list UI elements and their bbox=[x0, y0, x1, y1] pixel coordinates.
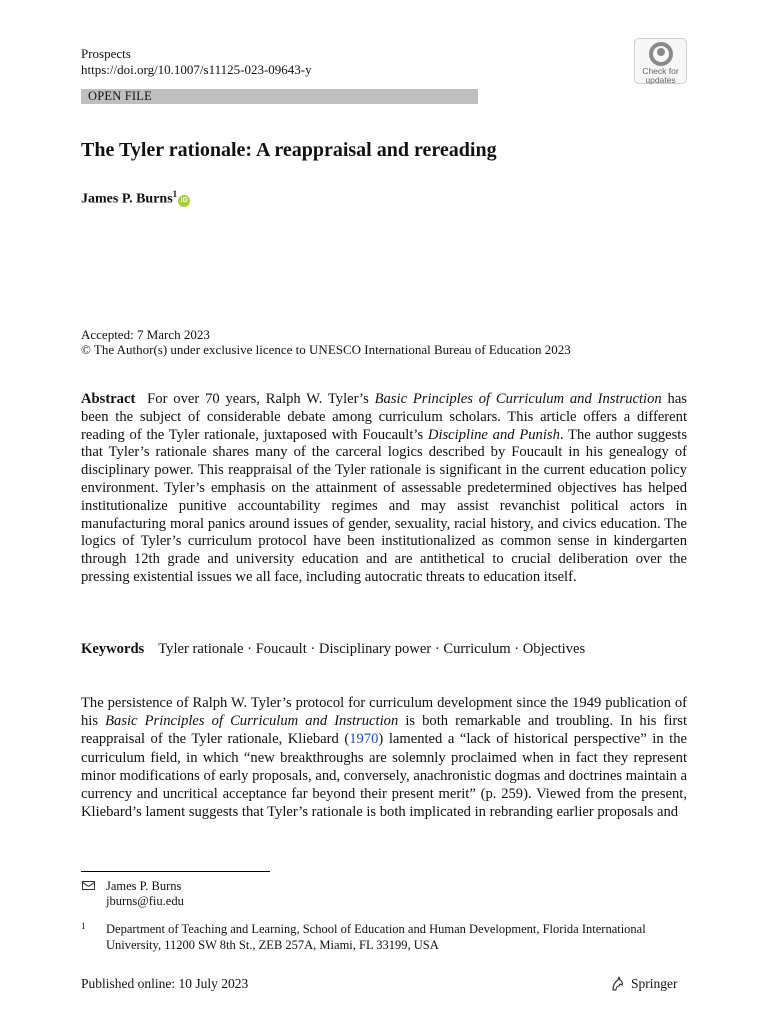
orcid-icon[interactable]: iD bbox=[178, 195, 190, 207]
abstract-text-2: has been the subject of considerable debate among curriculum scholars. This article offers a different reading of the Tyler rationale, juxtaposed with Foucault’s bbox=[81, 391, 687, 443]
author-affil-mark: 1 bbox=[172, 189, 178, 199]
abstract-italic-2: Discipline and Punish bbox=[427, 426, 560, 443]
author-line bbox=[81, 185, 190, 209]
citation-link[interactable]: 1970 bbox=[349, 731, 379, 748]
affiliation-mark: 1 bbox=[81, 921, 86, 931]
affiliation-text: Department of Teaching and Learning, School of Education and Human Development, Florida International University, 11200 SW 8th St., ZEB 257A, Miami, FL 33199, USA bbox=[106, 922, 646, 952]
doi-link[interactable]: https://doi.org/10.1007/s11125-023-09643-y bbox=[81, 62, 312, 77]
body-text-2: is both remarkable and troubling. In his first reappraisal of the Tyler rationale, Kliebard ( bbox=[81, 713, 687, 748]
section-label-bar: OPEN FILE bbox=[81, 89, 478, 104]
badge-line-1: Check for bbox=[642, 66, 679, 76]
article-title: The Tyler rationale: A reappraisal and rereading bbox=[81, 139, 497, 161]
body-italic-1: Basic Principles of Curriculum and Instruction bbox=[105, 713, 399, 730]
abstract-text-3: . The author suggests that Tyler’s rationale shares many of the carceral logics described by Foucault in his genealogy of disciplinary power. This reappraisal of the Tyler rationale is significant in the current education policy environment. Tyler’s emphasis on the attainment of assessable predetermined objectives has helped institutionalize punitive accountability regimes and may assist revanchist political actors in manufacturing moral panics around issues of gender, sexuality, racial history, and civics education. The logics of Tyler’s curriculum protocol have been institutionalized as common sense in kindergarten through 12th grade and university education and are antithetical to crucial deliberation over the pressing existential issues we all face, including autocratic threats to education itself. bbox=[81, 426, 688, 585]
check-updates-icon bbox=[649, 42, 673, 66]
abstract-paragraph bbox=[81, 391, 687, 587]
published-date: Published online: 10 July 2023 bbox=[81, 976, 249, 991]
body-paragraph bbox=[81, 694, 687, 821]
keywords-heading: Keywords bbox=[81, 641, 145, 657]
abstract-text-1: For over 70 years, Ralph W. Tyler’s bbox=[147, 391, 375, 407]
publisher-name: Springer bbox=[631, 976, 678, 991]
contact-email[interactable]: jburns@fiu.edu bbox=[106, 894, 184, 908]
envelope-icon bbox=[82, 881, 95, 890]
footnote-rule bbox=[81, 871, 270, 872]
abstract-heading: Abstract bbox=[81, 391, 136, 407]
copyright-line: © The Author(s) under exclusive licence to UNESCO International Bureau of Education 2023 bbox=[81, 342, 571, 357]
abstract-italic-1: Basic Principles of Curriculum and Instruction bbox=[374, 391, 662, 407]
keywords-list: Tyler rationale · Foucault · Disciplinary power · Curriculum · Objectives bbox=[158, 641, 586, 657]
springer-horse-icon bbox=[610, 976, 626, 992]
accepted-date: Accepted: 7 March 2023 bbox=[81, 327, 210, 342]
body-text-1: The persistence of Ralph W. Tyler’s protocol for curriculum development since the 1949 publication of his bbox=[81, 695, 687, 730]
check-for-updates-badge[interactable] bbox=[634, 38, 687, 84]
journal-name: Prospects bbox=[81, 46, 131, 61]
body-text-3: ) lamented a “lack of historical perspective” in the curriculum field, in which “new breakthroughs are solemnly proclaimed when in fact they represent minor modifications of early proposals, and, conversely, anachronistic dogmas and doctrines maintain a currency and uncritical acceptance far beyond their present merit” (p. 259). Viewed from the present, Kliebard’s lament suggests that Tyler’s rationale is both implicated in rebranding earlier proposals and bbox=[81, 731, 687, 821]
keywords-line bbox=[81, 640, 585, 658]
author-name: James P. Burns bbox=[81, 191, 173, 207]
contact-name: James P. Burns bbox=[106, 879, 182, 893]
publisher-logo bbox=[610, 975, 678, 992]
badge-line-2: updates bbox=[645, 75, 676, 85]
